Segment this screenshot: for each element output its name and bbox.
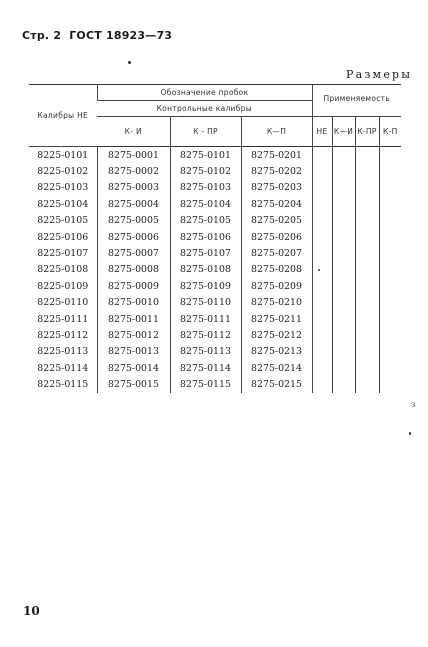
- table-cell: 8275-0012: [97, 327, 170, 343]
- scan-speck: [409, 432, 411, 435]
- column-header-k-i: К- И: [97, 117, 170, 147]
- table-cell: 8275-0010: [97, 295, 170, 311]
- table-row: [29, 360, 401, 376]
- table-cell: 8275-0105: [170, 213, 241, 229]
- applicability-cell: [312, 147, 332, 164]
- table-cell: 8275-0104: [170, 196, 241, 212]
- table-cell: 8275-0002: [97, 163, 170, 179]
- applicability-cell: [355, 278, 379, 294]
- table-row: [29, 196, 401, 212]
- table-cell: 8275-0214: [241, 360, 312, 376]
- applicability-cell: [355, 311, 379, 327]
- table-cell: 8275-0004: [97, 196, 170, 212]
- applicability-cell: [379, 376, 401, 392]
- table-cell: 8275-0013: [97, 344, 170, 360]
- applicability-cell: [379, 245, 401, 261]
- applicability-cell: [379, 327, 401, 343]
- applicability-cell: [379, 360, 401, 376]
- table-row: [29, 163, 401, 179]
- applicability-cell: [355, 180, 379, 196]
- applicability-cell: [355, 360, 379, 376]
- table-cell: 8275-0007: [97, 245, 170, 261]
- table-cell: 8275-0008: [97, 262, 170, 278]
- table-cell: 8275-0106: [170, 229, 241, 245]
- applicability-cell: [332, 196, 355, 212]
- applicability-cell: [355, 163, 379, 179]
- table-cell: 8275-0208: [241, 262, 312, 278]
- column-header-k-pr: К - ПР: [170, 117, 241, 147]
- applicability-cell: [332, 213, 355, 229]
- applicability-cell: [332, 147, 355, 164]
- table-cell: 8275-0201: [241, 147, 312, 164]
- table-cell: 8275-0205: [241, 213, 312, 229]
- applicability-cell: [379, 147, 401, 164]
- table-cell: 8275-0212: [241, 327, 312, 343]
- group-header-control: Контрольные калибры: [97, 101, 312, 117]
- scan-speck: [128, 61, 131, 64]
- table-cell: 8275-0108: [170, 262, 241, 278]
- applicability-cell: [332, 376, 355, 392]
- group-header-designation: Обозначение пробок: [97, 85, 312, 101]
- table-cell: 8275-0204: [241, 196, 312, 212]
- applicability-cell: [332, 360, 355, 376]
- column-header-calibre: Калибры НЕ: [29, 85, 97, 147]
- applicability-cell: [312, 196, 332, 212]
- table-cell: 8275-0115: [170, 376, 241, 392]
- table-cell: 8275-0206: [241, 229, 312, 245]
- table-row: [29, 376, 401, 392]
- table-row: [29, 344, 401, 360]
- table-cell: 8225-0103: [37, 182, 89, 194]
- table-cell: 8275-0207: [241, 245, 312, 261]
- applicability-cell: [312, 213, 332, 229]
- applicability-cell: [332, 327, 355, 343]
- table-row: [29, 295, 401, 311]
- table-cell: 8225-0104: [37, 198, 89, 210]
- applicability-cell: [355, 213, 379, 229]
- applicability-cell: [355, 196, 379, 212]
- table-cell: 8225-0114: [37, 362, 89, 374]
- table-cell: 8275-0213: [241, 344, 312, 360]
- applicability-cell: [332, 229, 355, 245]
- table-row: [29, 327, 401, 343]
- group-header-applicability: Применяемость: [312, 85, 401, 117]
- table-cell: 8275-0112: [170, 327, 241, 343]
- table-cell: 8225-0107: [37, 248, 89, 260]
- table-cell: 8225-0113: [37, 346, 89, 358]
- table-cell: 8225-0102: [37, 166, 89, 178]
- applicability-cell: [332, 344, 355, 360]
- applicability-cell: [312, 180, 332, 196]
- table-cell: 8275-0114: [170, 360, 241, 376]
- applicability-cell: [332, 245, 355, 261]
- column-header-app-k-i: К—И: [332, 117, 355, 147]
- applicability-cell: [312, 295, 332, 311]
- table-row: [29, 311, 401, 327]
- applicability-cell: [312, 376, 332, 392]
- table-cell: 8275-0001: [97, 147, 170, 164]
- table-cell: 8275-0111: [170, 311, 241, 327]
- table-cell: 8275-0101: [170, 147, 241, 164]
- applicability-cell: [312, 245, 332, 261]
- calibre-table: [29, 84, 401, 393]
- table-cell: 8275-0110: [170, 295, 241, 311]
- table-cell: 8225-0111: [37, 313, 89, 325]
- applicability-cell: [312, 278, 332, 294]
- applicability-cell: [355, 376, 379, 392]
- table-row: [29, 262, 401, 278]
- column-header-k-p: К—П: [241, 117, 312, 147]
- column-header-app-k-p: К-П: [379, 117, 401, 147]
- applicability-cell: [312, 327, 332, 343]
- applicability-cell: [312, 311, 332, 327]
- table-row: [29, 229, 401, 245]
- table-cell: 8275-0003: [97, 180, 170, 196]
- applicability-cell: [355, 229, 379, 245]
- applicability-cell: [379, 196, 401, 212]
- table-cell: 8275-0103: [170, 180, 241, 196]
- column-header-app-ne: НЕ: [312, 117, 332, 147]
- table-body: [29, 147, 401, 393]
- table-cell: 8275-0211: [241, 311, 312, 327]
- table-cell: 8275-0113: [170, 344, 241, 360]
- applicability-cell: [332, 180, 355, 196]
- applicability-cell: [355, 245, 379, 261]
- table-cell: 8275-0009: [97, 278, 170, 294]
- table-cell: 8275-0006: [97, 229, 170, 245]
- column-header-app-k-pr: К-ПР: [355, 117, 379, 147]
- applicability-cell: [379, 344, 401, 360]
- table-cell: 8225-0112: [37, 329, 89, 341]
- standard-code: ГОСТ 18923—73: [69, 29, 173, 42]
- table-cell: 8275-0011: [97, 311, 170, 327]
- table-cell: 8275-0203: [241, 180, 312, 196]
- applicability-cell: [355, 262, 379, 278]
- table-cell: 8275-0210: [241, 295, 312, 311]
- applicability-cell: [332, 278, 355, 294]
- applicability-cell: [379, 278, 401, 294]
- applicability-cell: [312, 360, 332, 376]
- applicability-cell: [379, 213, 401, 229]
- table-cell: 8225-0108: [37, 264, 89, 276]
- table-cell: 8225-0105: [37, 215, 89, 227]
- units-label: Размеры: [346, 68, 413, 81]
- applicability-cell: [312, 229, 332, 245]
- applicability-cell: [332, 311, 355, 327]
- applicability-cell: [379, 311, 401, 327]
- applicability-cell: [332, 163, 355, 179]
- table-cell: 8275-0107: [170, 245, 241, 261]
- applicability-cell: [379, 180, 401, 196]
- table-row: [29, 245, 401, 261]
- table-cell: 8225-0101: [37, 149, 89, 161]
- table-cell: 8225-0109: [37, 280, 89, 292]
- table-row: [29, 180, 401, 196]
- applicability-cell: [332, 262, 355, 278]
- table-cell: 8225-0115: [37, 379, 89, 391]
- applicability-cell: [379, 229, 401, 245]
- applicability-cell: [355, 344, 379, 360]
- table-cell: 8275-0014: [97, 360, 170, 376]
- page-label: Стр. 2: [22, 29, 62, 42]
- table-cell: 8275-0109: [170, 278, 241, 294]
- table-cell: 8275-0102: [170, 163, 241, 179]
- table-row: [29, 147, 401, 164]
- applicability-cell: [379, 163, 401, 179]
- table-cell: 8225-0106: [37, 231, 89, 243]
- applicability-cell: [355, 327, 379, 343]
- page-number: 10: [23, 604, 40, 618]
- table-cell: 8275-0209: [241, 278, 312, 294]
- table-cell: 8275-0005: [97, 213, 170, 229]
- applicability-cell: [312, 163, 332, 179]
- table-row: [29, 213, 401, 229]
- margin-mark: з: [411, 400, 416, 409]
- table-row: [29, 278, 401, 294]
- table-cell: 8225-0110: [37, 297, 89, 309]
- applicability-cell: [332, 295, 355, 311]
- applicability-cell: [379, 295, 401, 311]
- table-cell: 8275-0202: [241, 163, 312, 179]
- table-cell: 8275-0015: [97, 376, 170, 392]
- applicability-cell: [312, 262, 332, 278]
- page-header: [22, 29, 176, 42]
- applicability-cell: [355, 295, 379, 311]
- applicability-cell: [312, 344, 332, 360]
- applicability-cell: [355, 147, 379, 164]
- applicability-cell: [379, 262, 401, 278]
- table-cell: 8275-0215: [241, 376, 312, 392]
